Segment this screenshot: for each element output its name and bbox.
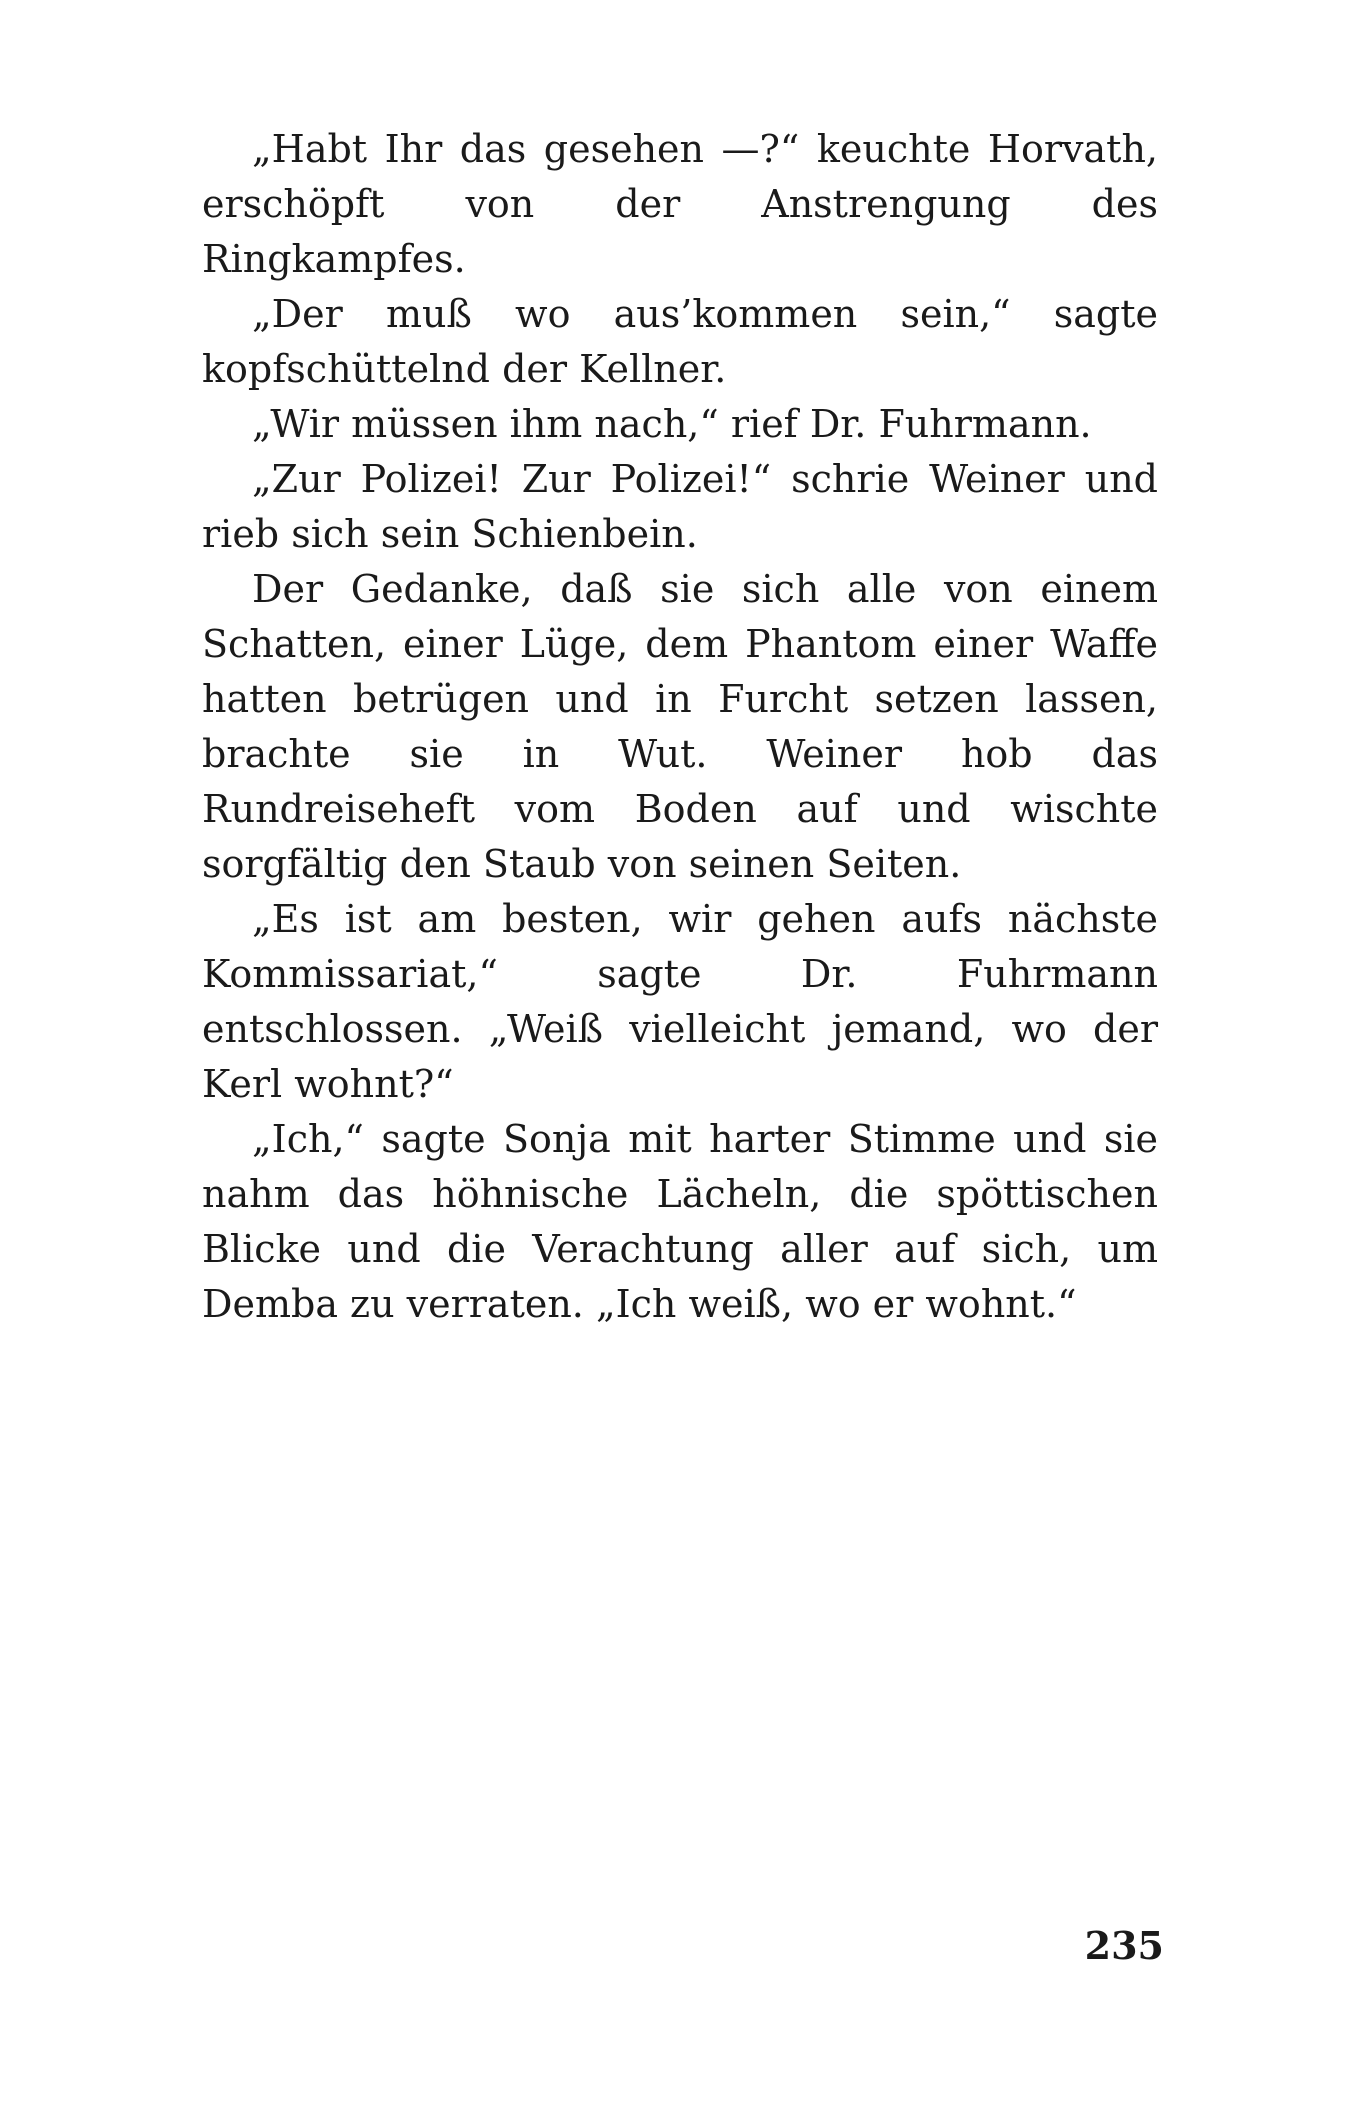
paragraph: „Wir müssen ihm nach,“ rief Dr. Fuhrmann. bbox=[252, 402, 1092, 446]
paragraph: „Ich,“ sagte Sonja mit harter Stimme und sie nahm das höhnische Lächeln, die spöttischen Blicke und die Verachtung aller auf sich, um Demba zu verraten. „Ich weiß, wo er wohnt.“ bbox=[202, 1117, 1158, 1326]
paragraph: „Der muß wo aus’kommen sein,“ sagte kopfschüttelnd der Kellner. bbox=[202, 292, 1158, 391]
paragraph: „Habt Ihr das gesehen —?“ keuchte Horvath, erschöpft von der Anstrengung des Ringkampfes. bbox=[202, 127, 1158, 281]
page-number: 235 bbox=[1084, 1923, 1164, 1968]
paragraph: „Es ist am besten, wir gehen aufs nächste Kommissariat,“ sagte Dr. Fuhrmann entschlossen. „Weiß vielleicht jemand, wo der Kerl wohnt?“ bbox=[202, 897, 1158, 1106]
paragraph: „Zur Polizei! Zur Polizei!“ schrie Weiner und rieb sich sein Schienbein. bbox=[202, 457, 1158, 556]
paragraph: Der Gedanke, daß sie sich alle von einem Schatten, einer Lüge, dem Phantom einer Waffe hatten betrügen und in Furcht setzen lassen, brachte sie in Wut. Weiner hob das Rundreiseheft vom Boden auf und wischte sorgfältig den Staub von seinen Seiten. bbox=[202, 567, 1158, 886]
body-text bbox=[202, 122, 1158, 1332]
